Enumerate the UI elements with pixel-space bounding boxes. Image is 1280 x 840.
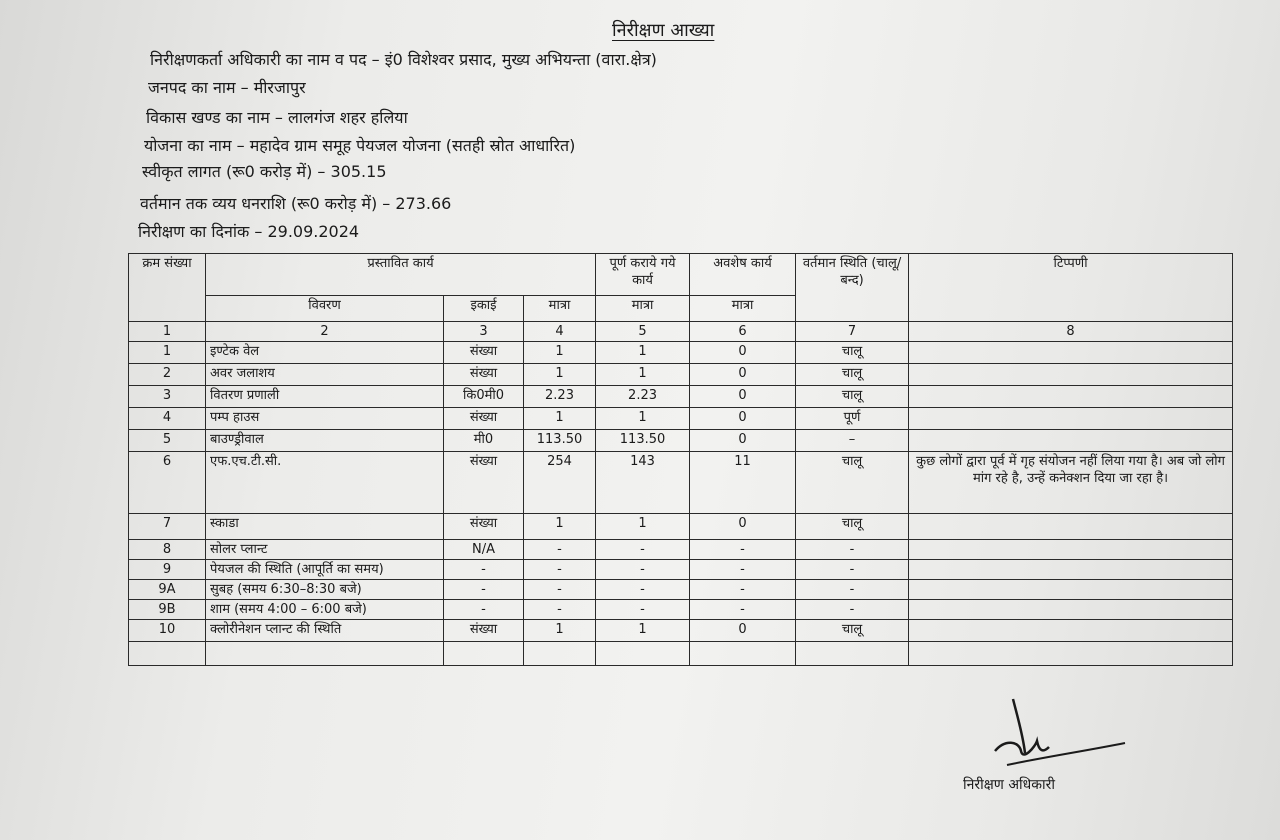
header-current-status: वर्तमान स्थिति (चालू/बन्द) (796, 254, 909, 322)
serial-cell: 9B (129, 600, 206, 620)
description-cell: बाउण्ड्रीवाल (206, 430, 444, 452)
signature (985, 695, 1135, 779)
remaining-cell: 0 (690, 342, 796, 364)
status-cell: चालू (796, 514, 909, 540)
remaining-cell: 0 (690, 514, 796, 540)
remark-cell (909, 514, 1233, 540)
subheader-description: विवरण (206, 296, 444, 322)
column-number: 4 (524, 322, 596, 342)
quantity-cell: 254 (524, 452, 596, 514)
serial-cell: 8 (129, 540, 206, 560)
status-cell: चालू (796, 452, 909, 514)
serial-cell: 7 (129, 514, 206, 540)
remaining-cell: - (690, 560, 796, 580)
unit-cell: - (444, 580, 524, 600)
serial-cell: 4 (129, 408, 206, 430)
remark-cell (909, 342, 1233, 364)
remaining-cell: 0 (690, 430, 796, 452)
subheader-quantity-completed: मात्रा (596, 296, 690, 322)
quantity-cell: 1 (524, 342, 596, 364)
completed-cell: 1 (596, 620, 690, 642)
unit-cell: संख्या (444, 620, 524, 642)
serial-cell: 6 (129, 452, 206, 514)
description-cell: सुबह (समय 6:30–8:30 बजे) (206, 580, 444, 600)
column-number: 6 (690, 322, 796, 342)
unit-cell: संख्या (444, 408, 524, 430)
table-row (129, 386, 1233, 408)
table-row (129, 452, 1233, 514)
table-row (129, 342, 1233, 364)
remark-cell (909, 408, 1233, 430)
serial-cell: 1 (129, 342, 206, 364)
remaining-cell: 0 (690, 408, 796, 430)
header-serial: क्रम संख्या (129, 254, 206, 322)
officer-line: निरीक्षणकर्ता अधिकारी का नाम व पद – इं0 विशेश्वर प्रसाद, मुख्य अभियन्ता (वारा.क्षेत्र) (150, 50, 657, 69)
description-cell: एफ.एच.टी.सी. (206, 452, 444, 514)
table-row (129, 600, 1233, 620)
signature-label: निरीक्षण अधिकारी (963, 777, 1056, 793)
scheme-line: योजना का नाम – महादेव ग्राम समूह पेयजल योजना (सतही स्रोत आधारित) (144, 136, 576, 155)
quantity-cell: 2.23 (524, 386, 596, 408)
quantity-cell: - (524, 580, 596, 600)
unit-cell: मी0 (444, 430, 524, 452)
quantity-cell: 1 (524, 620, 596, 642)
header-proposed-work: प्रस्तावित कार्य (206, 254, 596, 296)
completed-cell: 143 (596, 452, 690, 514)
subheader-quantity-remaining: मात्रा (690, 296, 796, 322)
description-cell: सोलर प्लान्ट (206, 540, 444, 560)
completed-cell (596, 642, 690, 666)
column-number: 7 (796, 322, 909, 342)
description-cell: पेयजल की स्थिति (आपूर्ति का समय) (206, 560, 444, 580)
serial-cell: 5 (129, 430, 206, 452)
completed-cell: 1 (596, 514, 690, 540)
remark-cell (909, 580, 1233, 600)
unit-cell (444, 642, 524, 666)
header-remarks: टिप्पणी (909, 254, 1233, 322)
block-line: विकास खण्ड का नाम – लालगंज शहर हलिया (146, 108, 408, 127)
description-cell: शाम (समय 4:00 – 6:00 बजे) (206, 600, 444, 620)
status-cell: चालू (796, 342, 909, 364)
serial-cell: 10 (129, 620, 206, 642)
remark-cell (909, 540, 1233, 560)
description-cell (206, 642, 444, 666)
inspection-table (128, 253, 1233, 666)
remaining-cell: - (690, 540, 796, 560)
table-row (129, 408, 1233, 430)
unit-cell: संख्या (444, 452, 524, 514)
remaining-cell: 0 (690, 386, 796, 408)
column-number: 5 (596, 322, 690, 342)
serial-cell: 9 (129, 560, 206, 580)
column-number-row (129, 322, 1233, 342)
status-cell: - (796, 560, 909, 580)
remaining-cell: 0 (690, 364, 796, 386)
status-cell: चालू (796, 364, 909, 386)
unit-cell: - (444, 560, 524, 580)
table-row (129, 540, 1233, 560)
column-number: 8 (909, 322, 1233, 342)
table-row (129, 430, 1233, 452)
quantity-cell: 1 (524, 364, 596, 386)
description-cell: स्काडा (206, 514, 444, 540)
remaining-cell: - (690, 600, 796, 620)
quantity-cell (524, 642, 596, 666)
description-cell: इण्टेक वेल (206, 342, 444, 364)
table-row (129, 620, 1233, 642)
status-cell: पूर्ण (796, 408, 909, 430)
unit-cell: कि0मी0 (444, 386, 524, 408)
remark-cell (909, 642, 1233, 666)
description-cell: अवर जलाशय (206, 364, 444, 386)
header-remaining-work: अवशेष कार्य (690, 254, 796, 296)
serial-cell (129, 642, 206, 666)
sanctioned-cost-line: स्वीकृत लागत (रू0 करोड़ में) – 305.15 (142, 162, 387, 181)
report-title: निरीक्षण आख्या (612, 20, 715, 41)
remark-cell (909, 386, 1233, 408)
remaining-cell: 0 (690, 620, 796, 642)
table-row (129, 514, 1233, 540)
remark-cell (909, 560, 1233, 580)
unit-cell: संख्या (444, 514, 524, 540)
subheader-unit: इकाई (444, 296, 524, 322)
description-cell: पम्प हाउस (206, 408, 444, 430)
serial-cell: 2 (129, 364, 206, 386)
completed-cell: 1 (596, 364, 690, 386)
table-row (129, 642, 1233, 666)
remark-cell (909, 620, 1233, 642)
unit-cell: - (444, 600, 524, 620)
quantity-cell: 1 (524, 408, 596, 430)
remaining-cell (690, 642, 796, 666)
table-row (129, 560, 1233, 580)
status-cell: चालू (796, 386, 909, 408)
completed-cell: - (596, 560, 690, 580)
serial-cell: 9A (129, 580, 206, 600)
quantity-cell: 113.50 (524, 430, 596, 452)
table-row (129, 364, 1233, 386)
subheader-quantity: मात्रा (524, 296, 596, 322)
header-completed-work: पूर्ण कराये गये कार्य (596, 254, 690, 296)
status-cell: - (796, 600, 909, 620)
completed-cell: - (596, 580, 690, 600)
quantity-cell: - (524, 560, 596, 580)
completed-cell: 1 (596, 342, 690, 364)
expenditure-line: वर्तमान तक व्यय धनराशि (रू0 करोड़ में) – 273.66 (140, 194, 452, 213)
status-cell: चालू (796, 620, 909, 642)
completed-cell: - (596, 600, 690, 620)
serial-cell: 3 (129, 386, 206, 408)
description-cell: वितरण प्रणाली (206, 386, 444, 408)
district-line: जनपद का नाम – मीरजापुर (148, 78, 306, 97)
unit-cell: संख्या (444, 342, 524, 364)
column-number: 2 (206, 322, 444, 342)
column-number: 1 (129, 322, 206, 342)
description-cell: क्लोरीनेशन प्लान्ट की स्थिति (206, 620, 444, 642)
completed-cell: 2.23 (596, 386, 690, 408)
unit-cell: संख्या (444, 364, 524, 386)
unit-cell: N/A (444, 540, 524, 560)
quantity-cell: 1 (524, 514, 596, 540)
remaining-cell: - (690, 580, 796, 600)
quantity-cell: - (524, 540, 596, 560)
completed-cell: 1 (596, 408, 690, 430)
remaining-cell: 11 (690, 452, 796, 514)
status-cell (796, 642, 909, 666)
column-number: 3 (444, 322, 524, 342)
status-cell: – (796, 430, 909, 452)
completed-cell: - (596, 540, 690, 560)
remark-cell (909, 364, 1233, 386)
remark-cell (909, 600, 1233, 620)
quantity-cell: - (524, 600, 596, 620)
status-cell: - (796, 540, 909, 560)
remark-cell (909, 430, 1233, 452)
completed-cell: 113.50 (596, 430, 690, 452)
table-row (129, 580, 1233, 600)
inspection-date-line: निरीक्षण का दिनांक – 29.09.2024 (138, 222, 360, 241)
remark-cell: कुछ लोगों द्वारा पूर्व में गृह संयोजन नहीं लिया गया है। अब जो लोग मांग रहे है, उन्हें कनेक्शन दिया जा रहा है। (909, 452, 1233, 514)
status-cell: - (796, 580, 909, 600)
